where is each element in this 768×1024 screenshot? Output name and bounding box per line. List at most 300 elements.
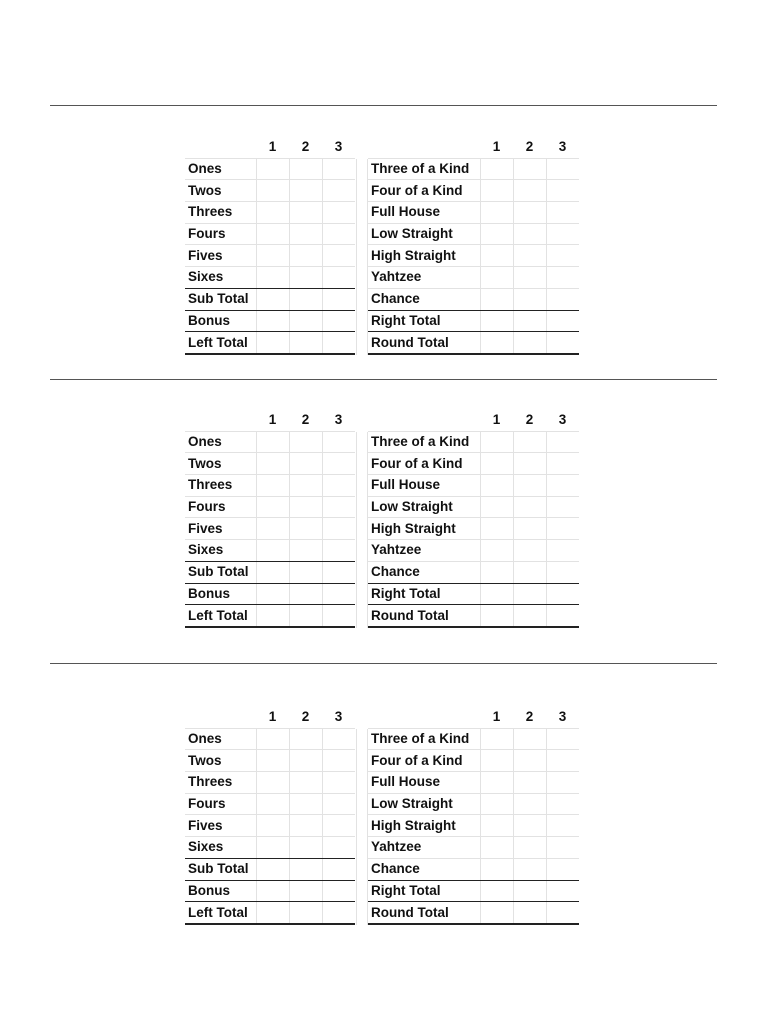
score-cell[interactable] [513,540,546,562]
score-cell[interactable] [256,267,289,289]
score-cell[interactable] [289,902,322,924]
score-cell[interactable] [256,561,289,583]
score-row [368,158,579,180]
score-row [368,837,579,859]
row-label: Right Total [368,880,480,902]
score-cell[interactable] [322,837,355,859]
score-cell[interactable] [289,245,322,267]
score-cell[interactable] [322,772,355,794]
row-label: Full House [368,475,480,497]
score-cell[interactable] [256,496,289,518]
score-row [185,202,355,224]
score-cell[interactable] [480,583,513,605]
score-cell[interactable] [480,837,513,859]
score-cell[interactable] [289,858,322,880]
score-row [185,453,355,475]
score-cell[interactable] [289,332,322,354]
column-header-1: 1 [256,410,289,431]
score-cell[interactable] [546,880,579,902]
scorecard-1 [185,137,579,355]
score-row [185,518,355,540]
score-row [368,431,579,453]
score-cell[interactable] [480,561,513,583]
score-cell[interactable] [546,605,579,627]
row-label: Low Straight [368,793,480,815]
score-row [368,310,579,332]
score-cell[interactable] [480,223,513,245]
score-cell[interactable] [322,453,355,475]
score-cell[interactable] [256,902,289,924]
column-header-3: 3 [546,137,579,158]
row-label: Sub Total [185,858,256,880]
score-row [368,880,579,902]
score-cell[interactable] [513,772,546,794]
score-cell[interactable] [546,902,579,924]
score-cell[interactable] [289,518,322,540]
score-cell[interactable] [256,288,289,310]
score-cell[interactable] [289,605,322,627]
row-label: Round Total [368,902,480,924]
score-row [185,180,355,202]
score-row [185,158,355,180]
header-blank-cell [368,410,480,431]
column-header-3: 3 [546,707,579,728]
row-label: Left Total [185,332,256,354]
score-cell[interactable] [480,858,513,880]
header-blank-cell [185,410,256,431]
score-cell[interactable] [256,332,289,354]
row-label: Three of a Kind [368,728,480,750]
score-cell[interactable] [513,310,546,332]
row-label: Yahtzee [368,267,480,289]
row-label: Right Total [368,583,480,605]
score-row [185,793,355,815]
column-header-2: 2 [513,410,546,431]
score-row [368,475,579,497]
row-label: Full House [368,772,480,794]
score-cell[interactable] [256,223,289,245]
row-label: Left Total [185,902,256,924]
score-cell[interactable] [480,310,513,332]
score-cell[interactable] [289,815,322,837]
row-label: Fours [185,223,256,245]
score-cell[interactable] [546,475,579,497]
header-blank-cell [368,137,480,158]
row-label: Threes [185,475,256,497]
row-label: Three of a Kind [368,158,480,180]
score-cell[interactable] [513,880,546,902]
score-cell[interactable] [289,223,322,245]
row-label: Sixes [185,837,256,859]
row-label: Twos [185,453,256,475]
score-cell[interactable] [480,902,513,924]
row-label: Bonus [185,880,256,902]
score-cell[interactable] [322,902,355,924]
score-cell[interactable] [480,496,513,518]
row-label: Fives [185,245,256,267]
score-cell[interactable] [480,267,513,289]
score-cell[interactable] [256,583,289,605]
score-row [185,540,355,562]
score-cell[interactable] [480,475,513,497]
score-cell[interactable] [256,750,289,772]
right-section-table [368,707,579,925]
score-cell[interactable] [546,540,579,562]
score-cell[interactable] [546,750,579,772]
score-cell[interactable] [546,815,579,837]
score-cell[interactable] [546,288,579,310]
row-label: Chance [368,288,480,310]
row-label: Full House [368,202,480,224]
row-label: Three of a Kind [368,431,480,453]
score-row [185,475,355,497]
score-cell[interactable] [513,202,546,224]
score-cell[interactable] [513,583,546,605]
column-header-3: 3 [322,137,355,158]
score-cell[interactable] [289,288,322,310]
column-header-3: 3 [322,707,355,728]
score-row [185,332,355,354]
score-cell[interactable] [513,453,546,475]
score-cell[interactable] [322,750,355,772]
score-row [185,561,355,583]
header-blank-cell [368,707,480,728]
row-label: High Straight [368,518,480,540]
score-cell[interactable] [322,332,355,354]
column-header-1: 1 [480,137,513,158]
score-cell[interactable] [322,540,355,562]
score-row [368,772,579,794]
score-row [368,267,579,289]
score-cell[interactable] [322,310,355,332]
score-row [185,815,355,837]
score-cell[interactable] [256,310,289,332]
score-cell[interactable] [322,518,355,540]
score-cell[interactable] [546,158,579,180]
score-cell[interactable] [546,310,579,332]
header-blank-cell [185,707,256,728]
score-cell[interactable] [480,453,513,475]
score-cell[interactable] [513,180,546,202]
score-row [185,583,355,605]
score-cell[interactable] [546,496,579,518]
score-cell[interactable] [480,518,513,540]
score-cell[interactable] [256,453,289,475]
score-cell[interactable] [480,202,513,224]
score-row [368,223,579,245]
score-cell[interactable] [513,431,546,453]
row-label: Sub Total [185,288,256,310]
section-gap [356,159,368,355]
score-cell[interactable] [256,202,289,224]
column-header-2: 2 [289,707,322,728]
row-label: Bonus [185,583,256,605]
score-cell[interactable] [513,496,546,518]
score-cell[interactable] [289,453,322,475]
score-row [185,902,355,924]
scorecard-2 [185,410,579,628]
column-header-2: 2 [513,137,546,158]
score-cell[interactable] [256,880,289,902]
score-row [185,288,355,310]
score-row [368,202,579,224]
row-label: Four of a Kind [368,453,480,475]
score-cell[interactable] [289,561,322,583]
score-cell[interactable] [546,332,579,354]
column-header-1: 1 [256,707,289,728]
divider-lower [50,663,717,664]
score-cell[interactable] [546,583,579,605]
score-cell[interactable] [322,202,355,224]
score-cell[interactable] [256,605,289,627]
score-cell[interactable] [513,475,546,497]
score-cell[interactable] [322,288,355,310]
score-cell[interactable] [256,837,289,859]
column-header-3: 3 [322,410,355,431]
score-cell[interactable] [546,772,579,794]
score-cell[interactable] [546,728,579,750]
row-label: Fives [185,518,256,540]
scorecard-3 [185,707,579,925]
score-cell[interactable] [289,158,322,180]
row-label: Fours [185,793,256,815]
score-row [368,902,579,924]
score-row [368,518,579,540]
score-cell[interactable] [480,793,513,815]
score-cell[interactable] [256,728,289,750]
score-row [185,245,355,267]
score-row [185,858,355,880]
score-row [368,180,579,202]
score-row [368,750,579,772]
row-label: Ones [185,728,256,750]
score-cell[interactable] [546,793,579,815]
score-row [185,772,355,794]
score-cell[interactable] [513,858,546,880]
row-label: Twos [185,750,256,772]
column-header-3: 3 [546,410,579,431]
score-cell[interactable] [480,332,513,354]
score-cell[interactable] [546,267,579,289]
score-cell[interactable] [546,180,579,202]
score-row [368,728,579,750]
row-label: Yahtzee [368,837,480,859]
score-cell[interactable] [513,750,546,772]
row-label: Fours [185,496,256,518]
row-label: Yahtzee [368,540,480,562]
row-label: Right Total [368,310,480,332]
score-cell[interactable] [513,332,546,354]
score-cell[interactable] [480,431,513,453]
score-cell[interactable] [256,772,289,794]
score-cell[interactable] [289,728,322,750]
score-row [368,815,579,837]
row-label: Ones [185,158,256,180]
score-cell[interactable] [289,180,322,202]
score-cell[interactable] [289,750,322,772]
score-cell[interactable] [546,202,579,224]
score-cell[interactable] [480,815,513,837]
score-cell[interactable] [322,267,355,289]
score-cell[interactable] [322,180,355,202]
score-cell[interactable] [256,158,289,180]
row-label: Threes [185,772,256,794]
column-header-1: 1 [480,707,513,728]
score-cell[interactable] [256,540,289,562]
score-cell[interactable] [256,431,289,453]
row-label: Low Straight [368,223,480,245]
score-cell[interactable] [480,880,513,902]
score-cell[interactable] [289,496,322,518]
score-cell[interactable] [513,728,546,750]
left-section-table [185,707,355,925]
score-cell[interactable] [322,793,355,815]
score-row [185,880,355,902]
score-cell[interactable] [480,728,513,750]
score-cell[interactable] [546,223,579,245]
left-section-table [185,410,355,628]
score-cell[interactable] [256,793,289,815]
score-cell[interactable] [256,475,289,497]
score-cell[interactable] [546,561,579,583]
score-cell[interactable] [289,310,322,332]
score-row [368,245,579,267]
score-row [185,496,355,518]
section-gap [356,432,368,628]
score-cell[interactable] [480,158,513,180]
score-cell[interactable] [546,453,579,475]
score-row [185,267,355,289]
score-cell[interactable] [480,540,513,562]
score-cell[interactable] [322,245,355,267]
score-cell[interactable] [513,158,546,180]
score-cell[interactable] [480,288,513,310]
score-row [368,605,579,627]
score-cell[interactable] [513,837,546,859]
score-cell[interactable] [289,202,322,224]
row-label: Low Straight [368,496,480,518]
score-cell[interactable] [289,880,322,902]
score-cell[interactable] [546,858,579,880]
column-header-1: 1 [256,137,289,158]
score-cell[interactable] [256,815,289,837]
right-section-table [368,137,579,355]
score-row [185,837,355,859]
score-cell[interactable] [546,431,579,453]
divider-top [50,105,717,106]
column-header-2: 2 [513,707,546,728]
score-cell[interactable] [289,431,322,453]
row-label: High Straight [368,245,480,267]
score-cell[interactable] [322,815,355,837]
score-cell[interactable] [322,880,355,902]
divider-middle [50,379,717,380]
score-cell[interactable] [480,605,513,627]
score-row [185,750,355,772]
score-row [185,223,355,245]
left-section-table [185,137,355,355]
score-cell[interactable] [322,158,355,180]
score-row [368,561,579,583]
score-cell[interactable] [322,496,355,518]
score-cell[interactable] [289,540,322,562]
score-cell[interactable] [289,475,322,497]
score-row [368,858,579,880]
score-row [185,431,355,453]
score-cell[interactable] [513,267,546,289]
row-label: Four of a Kind [368,750,480,772]
row-label: Sub Total [185,561,256,583]
score-cell[interactable] [513,815,546,837]
score-cell[interactable] [322,858,355,880]
score-cell[interactable] [256,245,289,267]
score-cell[interactable] [289,837,322,859]
score-cell[interactable] [322,605,355,627]
row-label: Threes [185,202,256,224]
score-cell[interactable] [513,902,546,924]
row-label: Sixes [185,540,256,562]
score-cell[interactable] [322,728,355,750]
score-row [368,496,579,518]
score-cell[interactable] [546,518,579,540]
right-section-table [368,410,579,628]
score-row [368,288,579,310]
score-cell[interactable] [480,772,513,794]
score-cell[interactable] [256,518,289,540]
row-label: Round Total [368,605,480,627]
score-cell[interactable] [322,223,355,245]
score-cell[interactable] [513,605,546,627]
score-cell[interactable] [289,583,322,605]
score-cell[interactable] [289,772,322,794]
score-cell[interactable] [480,180,513,202]
score-cell[interactable] [513,223,546,245]
score-cell[interactable] [256,858,289,880]
header-blank-cell [185,137,256,158]
column-header-1: 1 [480,410,513,431]
score-row [185,728,355,750]
score-cell[interactable] [513,793,546,815]
score-cell[interactable] [546,245,579,267]
row-label: Ones [185,431,256,453]
score-cell[interactable] [322,561,355,583]
score-cell[interactable] [322,583,355,605]
row-label: Chance [368,858,480,880]
score-row [368,332,579,354]
score-cell[interactable] [289,793,322,815]
score-cell[interactable] [289,267,322,289]
column-header-2: 2 [289,410,322,431]
score-cell[interactable] [513,561,546,583]
row-label: Bonus [185,310,256,332]
score-row [368,793,579,815]
score-cell[interactable] [322,431,355,453]
column-header-2: 2 [289,137,322,158]
score-row [185,310,355,332]
score-cell[interactable] [322,475,355,497]
section-gap [356,729,368,925]
score-row [368,540,579,562]
row-label: Four of a Kind [368,180,480,202]
score-cell[interactable] [480,750,513,772]
score-cell[interactable] [513,518,546,540]
score-cell[interactable] [513,288,546,310]
score-row [368,453,579,475]
score-cell[interactable] [256,180,289,202]
score-cell[interactable] [546,837,579,859]
score-cell[interactable] [480,245,513,267]
score-cell[interactable] [513,245,546,267]
